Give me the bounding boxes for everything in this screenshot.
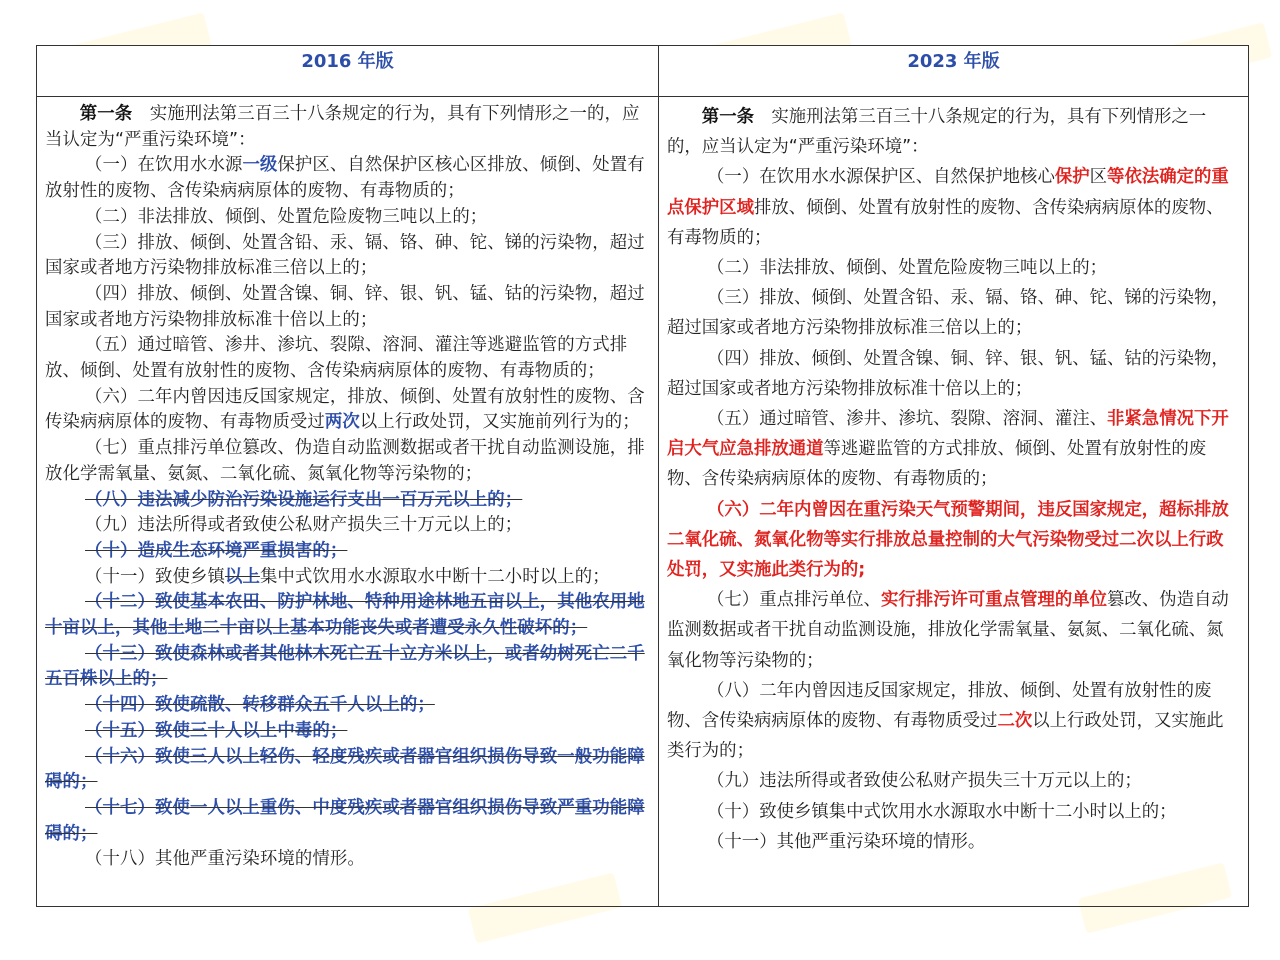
item-5: （五）通过暗管、渗井、渗坑、裂隙、溶洞、灌注等逃避监管的方式排放、倾倒、处置有放射性的废物、含传染病病原体的废物、有毒物质的；	[45, 335, 628, 382]
item-text: 保护区、自然保护区核心区排放、倾倒、处置有放射性的废物、含传染病病原体的废物、有毒物质的；	[45, 155, 645, 202]
article-intro	[45, 102, 650, 153]
item-2: （二）非法排放、倾倒、处置危险废物三吨以上的；	[85, 206, 488, 227]
article-label: 第一条	[701, 107, 754, 127]
changed-text: 保护	[1054, 167, 1090, 188]
item-14-deleted: （十四）致使疏散、转移群众五千人以上的；	[85, 695, 435, 716]
highlight-text: 两次	[324, 412, 360, 433]
item-text: （一）在饮用水水源	[85, 155, 243, 176]
item-text: （五）通过暗管、渗井、渗坑、裂隙、溶洞、灌注、	[707, 409, 1108, 430]
changed-text: 非紧急情况下开启大气应急排放通道	[667, 409, 1229, 460]
item-3: （三）排放、倾倒、处置含铅、汞、镉、铬、砷、铊、锑的污染物，超过国家或者地方污染物排放标准三倍以上的；	[45, 232, 645, 279]
item-16-deleted: （十六）致使三人以上轻伤、轻度残疾或者器官组织损伤导致一般功能障碍的；	[45, 746, 645, 793]
item-text: 等逃避监管的方式排放、倾倒、处置有放射性的废物、含传染病病原体的废物、有毒物质的；	[667, 439, 1207, 490]
item-4: （四）排放、倾倒、处置含镍、铜、锌、银、钒、锰、钴的污染物，超过国家或者地方污染物排放标准十倍以上的；	[667, 348, 1229, 399]
item-7	[667, 585, 1240, 676]
item-8-deleted: （八）违法减少防治污染设施运行支出一百万元以上的；	[85, 489, 523, 510]
item-11	[45, 565, 650, 591]
article-text: 实施刑法第三百三十八条规定的行为，具有下列情形之一的，应当认定为“严重污染环境”：	[45, 104, 640, 150]
item-9: （九）违法所得或者致使公私财产损失三十万元以上的；	[85, 515, 523, 536]
item-13-deleted: （十三）致使森林或者其他林木死亡五十立方米以上，或者幼树死亡二千五百株以上的；	[45, 643, 645, 690]
changed-text: 二次	[997, 711, 1033, 732]
article-text: 实施刑法第三百三十八条规定的行为，具有下列情形之一的，应当认定为“严重污染环境”：	[667, 107, 1207, 158]
item-text: （十一）致使乡镇	[85, 566, 225, 587]
item-5	[667, 404, 1240, 495]
item-3: （三）排放、倾倒、处置含铅、汞、镉、铬、砷、铊、锑的污染物，超过国家或者地方污染物排放标准三倍以上的；	[667, 288, 1229, 339]
item-text: （六）二年内曾因违反国家规定，排放、倾倒、处置有放射性的废物、含传染病病原体的废物、有毒物质受过	[45, 386, 645, 433]
article-label: 第一条	[79, 104, 133, 124]
highlight-text: 一级	[242, 155, 278, 176]
header-2016: 2016 年版	[37, 46, 659, 97]
header-row	[37, 46, 1249, 97]
changed-text: 实行排污许可重点管理的单位	[880, 590, 1108, 611]
item-12-deleted: （十二）致使基本农田、防护林地、特种用途林地五亩以上，其他农用地十亩以上，其他土地二十亩以上基本功能丧失或者遭受永久性破坏的；	[45, 592, 645, 639]
item-text: 以上行政处罚，又实施此类行为的；	[667, 711, 1224, 762]
item-2: （二）非法排放、倾倒、处置危险废物三吨以上的；	[707, 258, 1108, 279]
item-7: （七）重点排污单位篡改、伪造自动监测数据或者干扰自动监测设施，排放化学需氧量、氨氮、二氧化硫、氮氧化物等污染物的；	[45, 438, 645, 484]
item-6	[45, 385, 650, 436]
item-text: （八）二年内曾因违反国家规定，排放、倾倒、处置有放射性的废物、含传染病病原体的废物、有毒物质受过	[667, 680, 1212, 732]
item-8	[667, 676, 1240, 767]
item-text: 集中式饮用水水源取水中断十二小时以上的；	[259, 566, 610, 587]
header-2023: 2023 年版	[659, 46, 1249, 97]
item-15-deleted: （十五）致使三十人以上中毒的；	[85, 720, 348, 741]
item-text: （一）在饮用水水源保护区、自然保护地核心	[707, 167, 1055, 188]
column-2023	[659, 97, 1249, 907]
item-9: （九）违法所得或者致使公私财产损失三十万元以上的；	[707, 771, 1142, 792]
item-text: 区	[1089, 167, 1108, 188]
item-18: （十八）其他严重污染环境的情形。	[85, 849, 365, 870]
deleted-text: 以上	[224, 566, 260, 587]
item-text: 篡改、伪造自动监测数据或者干扰自动监测设施，排放化学需氧量、氨氮、二氧化硫、氮氧化物等污染物的；	[667, 590, 1229, 671]
item-6-new: （六）二年内曾因在重污染天气预警期间，违反国家规定，超标排放二氧化硫、氮氧化物等实行排放总量控制的大气污染物受过二次以上行政处罚，又实施此类行为的;	[667, 499, 1229, 581]
column-2016	[37, 97, 659, 907]
item-4: （四）排放、倾倒、处置含镍、铜、锌、银、钒、锰、钴的污染物，超过国家或者地方污染物排放标准十倍以上的；	[45, 283, 645, 330]
item-10: （十）致使乡镇集中式饮用水水源取水中断十二小时以上的；	[707, 801, 1177, 822]
item-text: 以上行政处罚，又实施前列行为的；	[359, 412, 640, 433]
item-1	[667, 162, 1240, 253]
item-text: （七）重点排污单位、	[707, 590, 881, 611]
item-text: 排放、倾倒、处置有放射性的废物、含传染病病原体的废物、有毒物质的；	[667, 197, 1224, 248]
item-17-deleted: （十七）致使一人以上重伤、中度残疾或者器官组织损伤导致严重功能障碍的；	[45, 797, 645, 844]
item-11: （十一）其他严重污染环境的情形。	[707, 831, 986, 852]
comparison-table	[36, 45, 1249, 907]
content-row	[37, 97, 1249, 907]
changed-text: 等依法确定的重点保护区域	[667, 167, 1229, 218]
item-1	[45, 153, 650, 204]
article-intro	[667, 102, 1240, 162]
item-10-deleted: （十）造成生态环境严重损害的；	[85, 540, 348, 561]
